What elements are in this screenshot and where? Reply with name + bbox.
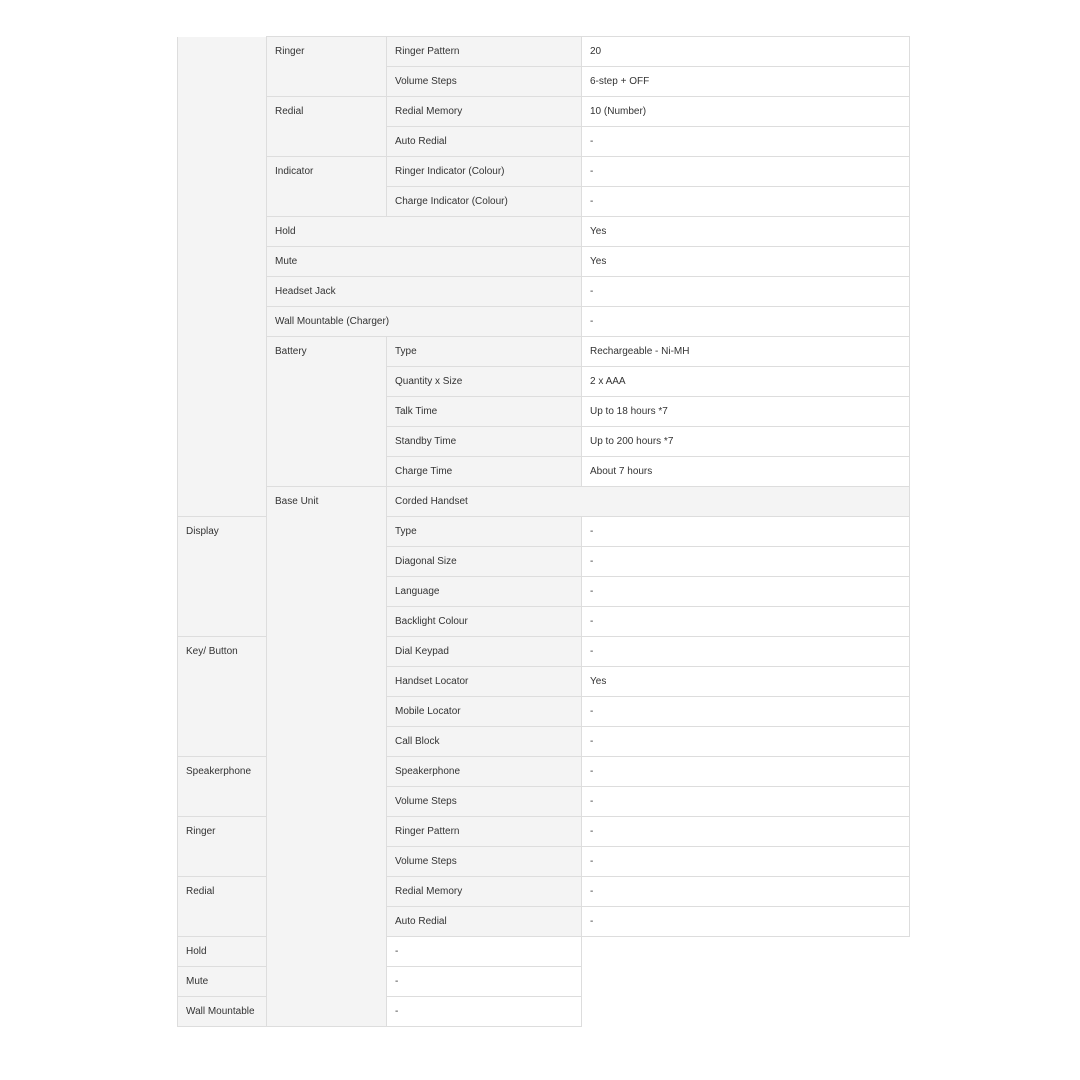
- spec-item: Type: [387, 337, 582, 367]
- subcategory-mute: Mute: [267, 247, 582, 277]
- spec-value: -: [387, 997, 582, 1027]
- spec-value: -: [582, 577, 910, 607]
- spec-value: 20: [582, 37, 910, 67]
- spec-value: 2 x AAA: [582, 367, 910, 397]
- subcategory-base-mute: Mute: [178, 967, 387, 997]
- subcategory-hold: Hold: [267, 217, 582, 247]
- subcategory-corded-handset: Corded Handset: [387, 487, 910, 517]
- table-row: [178, 487, 910, 517]
- spec-item: Volume Steps: [387, 67, 582, 97]
- spec-item: Diagonal Size: [387, 547, 582, 577]
- table-row: [178, 337, 910, 367]
- subcategory-headset-jack: Headset Jack: [267, 277, 582, 307]
- spec-item: Redial Memory: [387, 877, 582, 907]
- spec-value: -: [582, 607, 910, 637]
- spec-item: Standby Time: [387, 427, 582, 457]
- table-row: [178, 967, 910, 997]
- subcategory-key-button: Key/ Button: [178, 637, 267, 757]
- spec-item: Call Block: [387, 727, 582, 757]
- subcategory-base-redial: Redial: [178, 877, 267, 937]
- spec-value: -: [582, 157, 910, 187]
- category-base-unit: Base Unit: [267, 487, 387, 1027]
- subcategory-wall-mountable-charger: Wall Mountable (Charger): [267, 307, 582, 337]
- table-row: [178, 37, 910, 67]
- spec-value: -: [387, 967, 582, 997]
- subcategory-battery: Battery: [267, 337, 387, 487]
- spec-item: Mobile Locator: [387, 697, 582, 727]
- spec-value: Yes: [582, 217, 910, 247]
- spec-value: -: [582, 787, 910, 817]
- table-row: [178, 247, 910, 277]
- subcategory-redial: Redial: [267, 97, 387, 157]
- table-row: [178, 157, 910, 187]
- spec-item: Charge Time: [387, 457, 582, 487]
- spec-value: About 7 hours: [582, 457, 910, 487]
- spec-value: -: [582, 277, 910, 307]
- category-handset-continued: [178, 37, 267, 517]
- spec-value: Yes: [582, 667, 910, 697]
- spec-item: Auto Redial: [387, 907, 582, 937]
- spec-item: Volume Steps: [387, 847, 582, 877]
- table-row: [178, 937, 910, 967]
- spec-value: -: [582, 697, 910, 727]
- spec-item: Quantity x Size: [387, 367, 582, 397]
- spec-item: Redial Memory: [387, 97, 582, 127]
- subcategory-indicator: Indicator: [267, 157, 387, 217]
- spec-value: -: [582, 847, 910, 877]
- spec-value: -: [582, 547, 910, 577]
- table-row: [178, 217, 910, 247]
- spec-value: Yes: [582, 247, 910, 277]
- spec-table: [177, 36, 910, 1027]
- spec-value: Up to 200 hours *7: [582, 427, 910, 457]
- spec-item: Speakerphone: [387, 757, 582, 787]
- subcategory-base-wall-mountable: Wall Mountable: [178, 997, 387, 1027]
- spec-item: Type: [387, 517, 582, 547]
- spec-value: -: [582, 307, 910, 337]
- spec-value: 6-step + OFF: [582, 67, 910, 97]
- spec-item: Charge Indicator (Colour): [387, 187, 582, 217]
- spec-item: Backlight Colour: [387, 607, 582, 637]
- spec-value: -: [582, 517, 910, 547]
- spec-item: Volume Steps: [387, 787, 582, 817]
- table-row: [178, 307, 910, 337]
- spec-value: -: [582, 817, 910, 847]
- spec-value: -: [582, 637, 910, 667]
- spec-value: -: [582, 907, 910, 937]
- spec-value: -: [582, 757, 910, 787]
- table-row: [178, 277, 910, 307]
- spec-item: Ringer Pattern: [387, 37, 582, 67]
- spec-value: Up to 18 hours *7: [582, 397, 910, 427]
- spec-item: Handset Locator: [387, 667, 582, 697]
- table-row: [178, 97, 910, 127]
- table-row: [178, 997, 910, 1027]
- subcategory-display: Display: [178, 517, 267, 637]
- spec-item: Language: [387, 577, 582, 607]
- spec-item: Dial Keypad: [387, 637, 582, 667]
- subcategory-speakerphone: Speakerphone: [178, 757, 267, 817]
- spec-item: Talk Time: [387, 397, 582, 427]
- spec-value: Rechargeable - Ni-MH: [582, 337, 910, 367]
- spec-value: -: [582, 127, 910, 157]
- spec-table-container: [177, 36, 909, 1027]
- spec-value: -: [582, 727, 910, 757]
- spec-item: Ringer Indicator (Colour): [387, 157, 582, 187]
- subcategory-base-hold: Hold: [178, 937, 387, 967]
- spec-value: -: [582, 877, 910, 907]
- subcategory-base-ringer: Ringer: [178, 817, 267, 877]
- spec-value: 10 (Number): [582, 97, 910, 127]
- spec-value: -: [582, 187, 910, 217]
- spec-item: Auto Redial: [387, 127, 582, 157]
- spec-item: Ringer Pattern: [387, 817, 582, 847]
- spec-value: -: [387, 937, 582, 967]
- subcategory-ringer: Ringer: [267, 37, 387, 97]
